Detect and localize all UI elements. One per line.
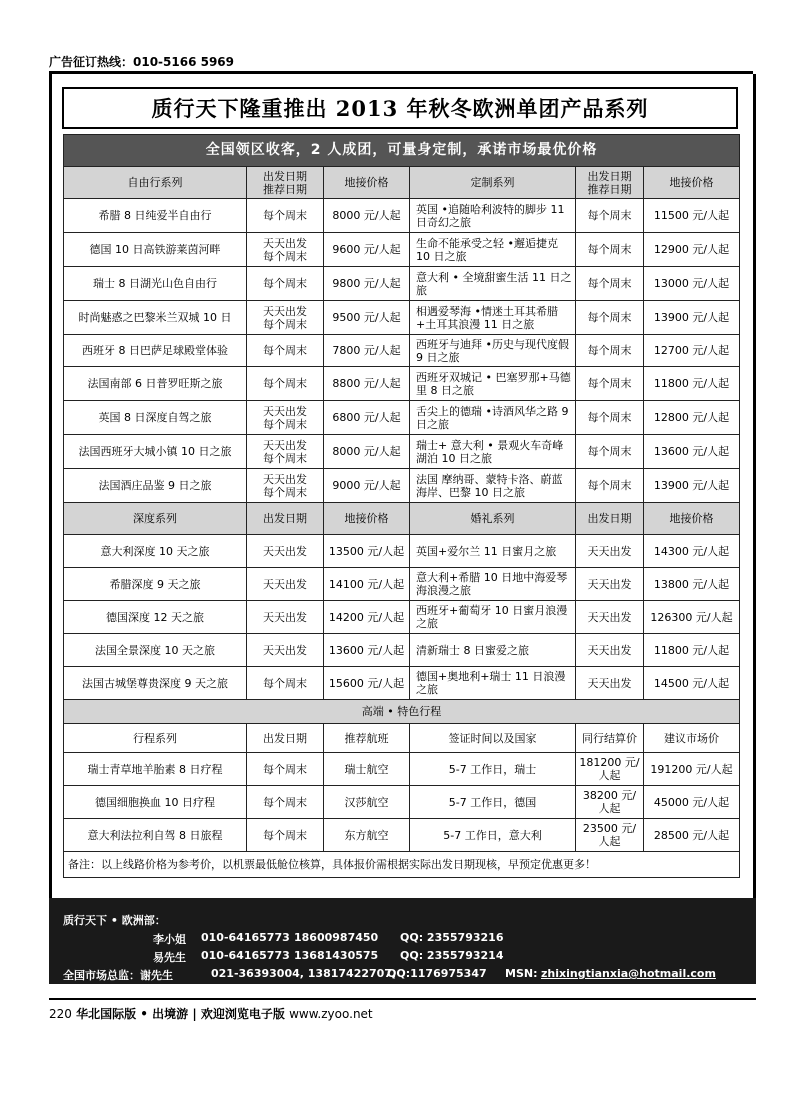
price: 13500 元/人起 <box>324 535 410 568</box>
price: 13000 元/人起 <box>644 267 740 301</box>
contact-gm-qq: QQ:1176975347 <box>387 967 487 980</box>
price: 13900 元/人起 <box>644 301 740 335</box>
price: 8000 元/人起 <box>324 435 410 469</box>
route-name: 德国深度 12 天之旅 <box>64 601 247 634</box>
route-name: 法国古城堡尊贵深度 9 天之旅 <box>64 667 247 700</box>
route-name: 法国 摩纳哥、蒙特卡洛、蔚蓝海岸、巴黎 10 日之旅 <box>410 469 576 503</box>
table-row <box>64 535 740 568</box>
banner-row <box>64 135 740 167</box>
agent-price: 38200 元/人起 <box>576 786 644 819</box>
route-name: 意大利+希腊 10 日地中海爱琴海浪漫之旅 <box>410 568 576 601</box>
header-row <box>64 503 740 535</box>
product-table-wrap <box>63 134 739 878</box>
banner-text: 全国领区收客，2 人成团，可量身定制，承诺市场最优价格 <box>64 135 740 167</box>
column-header: 定制系列 <box>410 167 576 199</box>
agent-price: 23500 元/人起 <box>576 819 644 852</box>
page-footer <box>49 1005 373 1022</box>
route-name: 法国西班牙大城小镇 10 日之旅 <box>64 435 247 469</box>
price: 9000 元/人起 <box>324 469 410 503</box>
column-header: 出发日期 推荐日期 <box>576 167 644 199</box>
price: 14100 元/人起 <box>324 568 410 601</box>
ebook-slogan: 欢迎浏览电子版 <box>200 1007 285 1021</box>
table-row <box>64 819 740 852</box>
route-name: 相遇爱琴海 •情迷土耳其希腊+土耳其浪漫 11 日之旅 <box>410 301 576 335</box>
footer-rule <box>49 998 756 1000</box>
visa-info: 5-7 工作日，意大利 <box>410 819 576 852</box>
route-name: 时尚魅惑之巴黎米兰双城 10 日 <box>64 301 247 335</box>
departure: 天天出发 每个周末 <box>247 233 324 267</box>
departure: 天天出发 <box>247 634 324 667</box>
table-row <box>64 401 740 435</box>
departure: 天天出发 <box>576 568 644 601</box>
table-row <box>64 634 740 667</box>
contact-2-name: 易先生 <box>153 951 186 964</box>
table-row <box>64 267 740 301</box>
contact-1-qq: QQ: 2355793216 <box>400 931 504 944</box>
edition-label: 华北国际版 • 出境游 <box>76 1007 189 1021</box>
route-name: 英国+爱尔兰 11 日蜜月之旅 <box>410 535 576 568</box>
visa-info: 5-7 工作日，德国 <box>410 786 576 819</box>
title-box <box>62 87 738 129</box>
route-name: 瑞士+ 意大利 • 景观火车奇峰湖泊 10 日之旅 <box>410 435 576 469</box>
table-row <box>64 301 740 335</box>
route-name: 瑞士 8 日湖光山色自由行 <box>64 267 247 301</box>
contact-gm-msn[interactable]: zhixingtianxia@hotmail.com <box>541 967 716 980</box>
price: 8800 元/人起 <box>324 367 410 401</box>
column-header: 婚礼系列 <box>410 503 576 535</box>
route-name: 意大利 • 全境甜蜜生活 11 日之旅 <box>410 267 576 301</box>
departure: 天天出发 <box>247 601 324 634</box>
table-row <box>64 335 740 367</box>
column-header: 推荐航班 <box>324 724 410 753</box>
departure: 天天出发 <box>247 568 324 601</box>
departure: 天天出发 <box>576 535 644 568</box>
site-url[interactable]: www.zyoo.net <box>289 1007 373 1021</box>
price: 13900 元/人起 <box>644 469 740 503</box>
table-row <box>64 568 740 601</box>
route-name: 西班牙双城记 • 巴塞罗那+马德里 8 日之旅 <box>410 367 576 401</box>
table-row <box>64 753 740 786</box>
route-name: 西班牙 8 日巴萨足球殿堂体验 <box>64 335 247 367</box>
flight: 东方航空 <box>324 819 410 852</box>
column-header: 出发日期 <box>247 503 324 535</box>
price: 14200 元/人起 <box>324 601 410 634</box>
contact-1-tel: 010-64165773 <box>201 931 290 944</box>
price: 13600 元/人起 <box>324 634 410 667</box>
column-header: 地接价格 <box>644 167 740 199</box>
route-name: 舌尖上的德瑞 •诗酒风华之路 9 日之旅 <box>410 401 576 435</box>
price: 6800 元/人起 <box>324 401 410 435</box>
table-row <box>64 435 740 469</box>
route-name: 德国+奥地利+瑞士 11 日浪漫之旅 <box>410 667 576 700</box>
price: 9500 元/人起 <box>324 301 410 335</box>
departure: 每个周末 <box>247 786 324 819</box>
route-name: 法国南部 6 日普罗旺斯之旅 <box>64 367 247 401</box>
contact-1-name: 李小姐 <box>153 933 186 946</box>
route-name: 法国全景深度 10 天之旅 <box>64 634 247 667</box>
price: 14500 元/人起 <box>644 667 740 700</box>
contact-dept: 质行天下 • 欧洲部： <box>63 914 166 927</box>
departure: 每个周末 <box>247 199 324 233</box>
table-row <box>64 601 740 634</box>
market-price: 28500 元/人起 <box>644 819 740 852</box>
price: 126300 元/人起 <box>644 601 740 634</box>
market-price: 45000 元/人起 <box>644 786 740 819</box>
route-name: 英国 8 日深度自驾之旅 <box>64 401 247 435</box>
flight: 瑞士航空 <box>324 753 410 786</box>
departure: 每个周末 <box>576 267 644 301</box>
departure: 天天出发 每个周末 <box>247 301 324 335</box>
departure: 每个周末 <box>247 753 324 786</box>
contact-gm-msn-label: MSN: <box>505 967 538 980</box>
table-row <box>64 786 740 819</box>
price: 15600 元/人起 <box>324 667 410 700</box>
product-table <box>63 134 740 878</box>
price: 12900 元/人起 <box>644 233 740 267</box>
departure: 每个周末 <box>576 233 644 267</box>
column-header: 出发日期 推荐日期 <box>247 167 324 199</box>
price: 11800 元/人起 <box>644 634 740 667</box>
column-header: 地接价格 <box>324 167 410 199</box>
departure: 每个周末 <box>247 819 324 852</box>
departure: 每个周末 <box>247 667 324 700</box>
departure: 每个周末 <box>576 301 644 335</box>
contact-panel <box>49 898 756 984</box>
route-name: 希腊深度 9 天之旅 <box>64 568 247 601</box>
departure: 每个周末 <box>247 267 324 301</box>
market-price: 191200 元/人起 <box>644 753 740 786</box>
departure: 天天出发 每个周末 <box>247 435 324 469</box>
column-header: 同行结算价 <box>576 724 644 753</box>
price: 9800 元/人起 <box>324 267 410 301</box>
contact-gm-label: 全国市场总监：谢先生 <box>63 969 173 982</box>
visa-info: 5-7 工作日，瑞士 <box>410 753 576 786</box>
table-row <box>64 367 740 401</box>
table-row <box>64 233 740 267</box>
section-title: 高端 • 特色行程 <box>64 700 740 724</box>
departure: 每个周末 <box>576 469 644 503</box>
route-name: 德国细胞换血 10 日疗程 <box>64 786 247 819</box>
departure: 每个周末 <box>576 335 644 367</box>
contact-2-qq: QQ: 2355793214 <box>400 949 504 962</box>
note-text: 备注：以上线路价格为参考价，以机票最低舱位核算，具体报价需根据实际出发日期现核，早预定优惠更多！ <box>64 852 740 878</box>
price: 14300 元/人起 <box>644 535 740 568</box>
contact-1-mobile: 18600987450 <box>294 931 379 944</box>
footer-separator: | <box>192 1007 197 1021</box>
section-title-row <box>64 700 740 724</box>
departure: 每个周末 <box>247 335 324 367</box>
route-name: 法国酒庄品鉴 9 日之旅 <box>64 469 247 503</box>
price: 9600 元/人起 <box>324 233 410 267</box>
column-header: 地接价格 <box>644 503 740 535</box>
contact-gm-tel: 021-36393004, 13817422707, <box>211 967 397 980</box>
column-header: 签证时间以及国家 <box>410 724 576 753</box>
departure: 天天出发 <box>576 667 644 700</box>
route-name: 生命不能承受之轻 •邂逅捷克 10 日之旅 <box>410 233 576 267</box>
agent-price: 181200 元/人起 <box>576 753 644 786</box>
ad-hotline: 广告征订热线：010-5166 5969 <box>49 55 235 69</box>
column-header: 地接价格 <box>324 503 410 535</box>
flight: 汉莎航空 <box>324 786 410 819</box>
table-row <box>64 199 740 233</box>
route-name: 英国 •追随哈利波特的脚步 11 日奇幻之旅 <box>410 199 576 233</box>
departure: 天天出发 <box>576 601 644 634</box>
departure: 每个周末 <box>576 367 644 401</box>
departure: 每个周末 <box>247 367 324 401</box>
departure: 每个周末 <box>576 435 644 469</box>
price: 7800 元/人起 <box>324 335 410 367</box>
price: 13800 元/人起 <box>644 568 740 601</box>
page-title: 质行天下隆重推出 2013 年秋冬欧洲单团产品系列 <box>151 96 649 121</box>
column-header: 出发日期 <box>247 724 324 753</box>
route-name: 德国 10 日高铁游莱茵河畔 <box>64 233 247 267</box>
header-row <box>64 724 740 753</box>
price: 12700 元/人起 <box>644 335 740 367</box>
page-number: 220 <box>49 1007 72 1021</box>
table-row <box>64 469 740 503</box>
price: 8000 元/人起 <box>324 199 410 233</box>
departure: 天天出发 每个周末 <box>247 469 324 503</box>
contact-2-tel: 010-64165773 <box>201 949 290 962</box>
header-row <box>64 167 740 199</box>
route-name: 意大利深度 10 天之旅 <box>64 535 247 568</box>
departure: 天天出发 <box>576 634 644 667</box>
note-row <box>64 852 740 878</box>
column-header: 建议市场价 <box>644 724 740 753</box>
departure: 每个周末 <box>576 401 644 435</box>
column-header: 出发日期 <box>576 503 644 535</box>
route-name: 希腊 8 日纯爱半自由行 <box>64 199 247 233</box>
table-row <box>64 667 740 700</box>
departure: 天天出发 每个周末 <box>247 401 324 435</box>
column-header: 行程系列 <box>64 724 247 753</box>
departure: 每个周末 <box>576 199 644 233</box>
route-name: 瑞士青草地羊胎素 8 日疗程 <box>64 753 247 786</box>
route-name: 清新瑞士 8 日蜜爱之旅 <box>410 634 576 667</box>
price: 11800 元/人起 <box>644 367 740 401</box>
column-header: 自由行系列 <box>64 167 247 199</box>
column-header: 深度系列 <box>64 503 247 535</box>
route-name: 西班牙+葡萄牙 10 日蜜月浪漫之旅 <box>410 601 576 634</box>
route-name: 意大利法拉利自驾 8 日旅程 <box>64 819 247 852</box>
price: 12800 元/人起 <box>644 401 740 435</box>
price: 11500 元/人起 <box>644 199 740 233</box>
contact-2-mobile: 13681430575 <box>294 949 379 962</box>
price: 13600 元/人起 <box>644 435 740 469</box>
departure: 天天出发 <box>247 535 324 568</box>
route-name: 西班牙与迪拜 •历史与现代度假 9 日之旅 <box>410 335 576 367</box>
